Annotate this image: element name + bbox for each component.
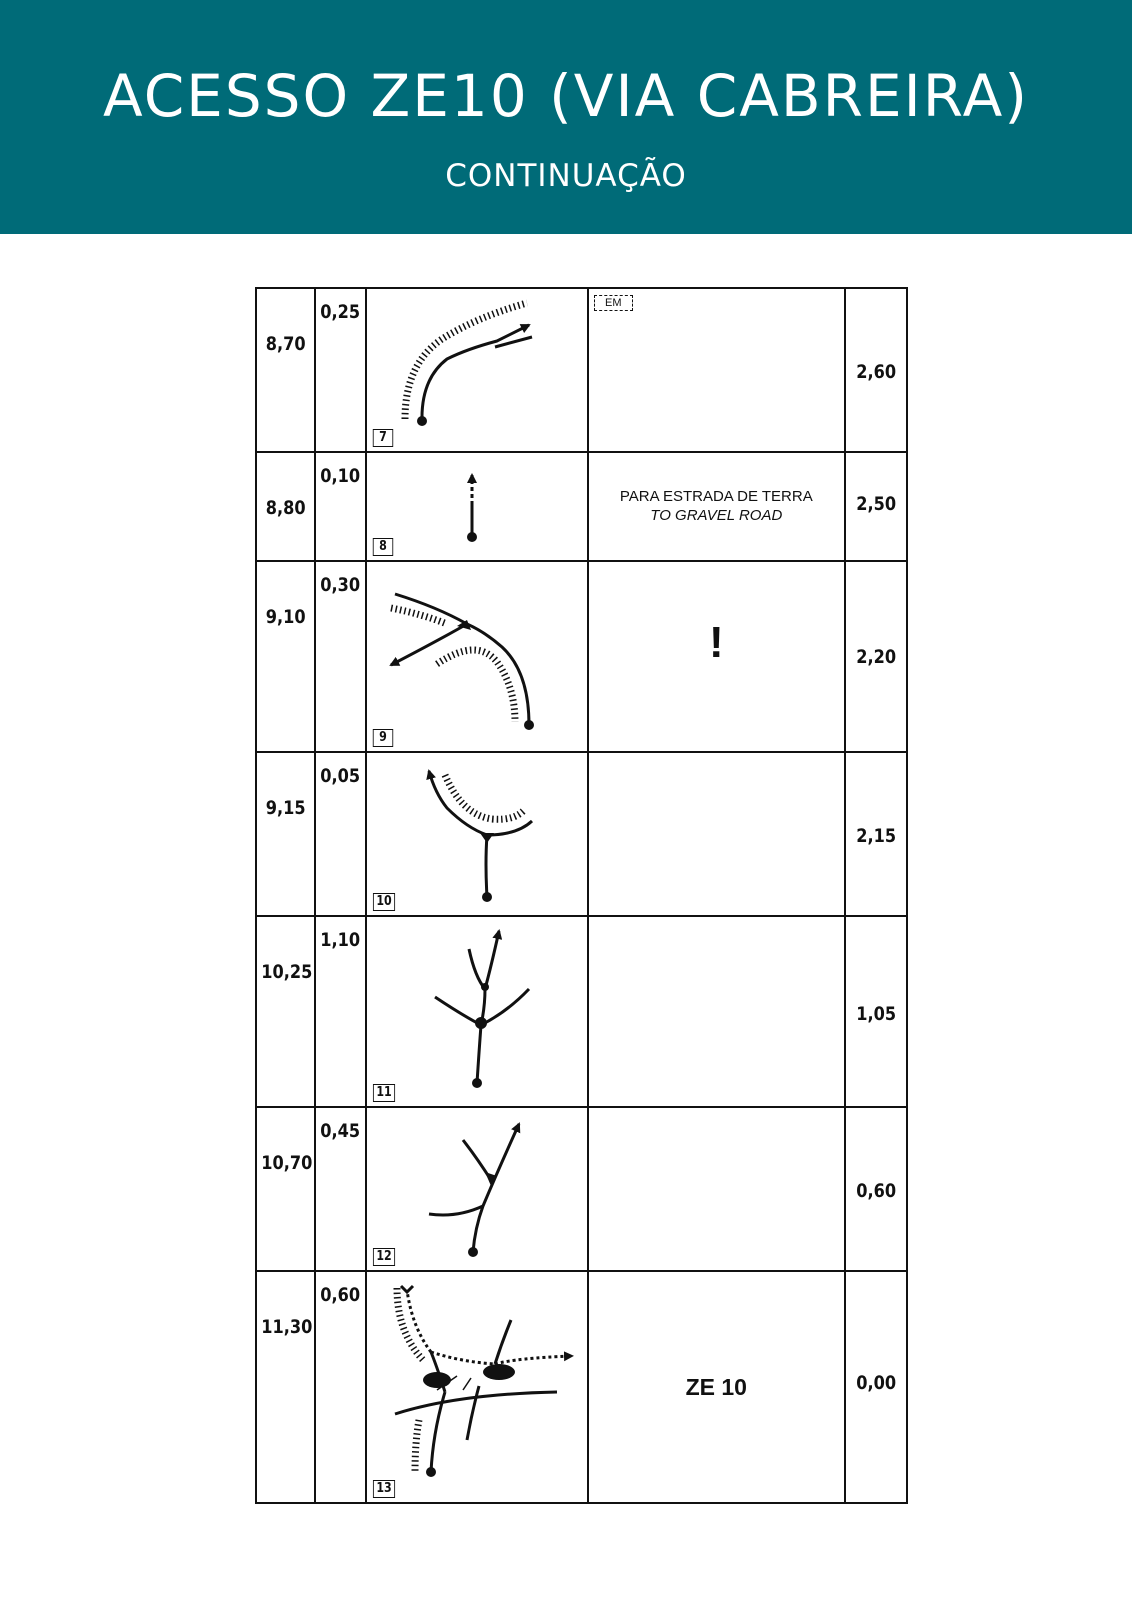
remaining-cell: 2,50 — [845, 452, 907, 561]
roadbook-table — [255, 287, 908, 1504]
partial-cell: 0,30 — [315, 561, 365, 752]
info-cell — [588, 1107, 845, 1271]
table-row — [256, 1107, 907, 1271]
table-row — [256, 288, 907, 452]
tulip-diagram-curve-right-icon — [367, 289, 588, 453]
remaining-cell: 2,20 — [845, 561, 907, 752]
diagram-cell — [366, 916, 588, 1107]
diagram-cell — [366, 752, 588, 916]
remaining-cell: 2,60 — [845, 288, 907, 452]
tulip-diagram-fork-left-icon — [367, 562, 588, 753]
diagram-cell — [366, 1107, 588, 1271]
partial-cell: 0,25 — [315, 288, 365, 452]
tulip-diagram-complex-junction-icon — [367, 1272, 588, 1504]
info-cell — [588, 752, 845, 916]
remaining-cell: 0,60 — [845, 1107, 907, 1271]
info-text-pt: PARA ESTRADA DE TERRA — [619, 488, 813, 505]
step-number: 13 — [373, 1480, 395, 1498]
partial-cell: 0,10 — [315, 452, 365, 561]
km-cell: 8,80 — [256, 452, 315, 561]
tulip-diagram-fork-left-curve-icon — [367, 753, 588, 917]
remaining-cell: 1,05 — [845, 916, 907, 1107]
km-cell: 9,15 — [256, 752, 315, 916]
partial-cell: 0,05 — [315, 752, 365, 916]
header-banner — [0, 0, 1132, 234]
caution-symbol: ! — [708, 618, 724, 667]
partial-cell: 1,10 — [315, 916, 365, 1107]
info-cell — [588, 288, 845, 452]
diagram-cell — [366, 1271, 588, 1503]
table-row — [256, 561, 907, 752]
info-cell — [588, 452, 845, 561]
step-number: 10 — [373, 893, 395, 911]
destination-label: ZE 10 — [685, 1374, 747, 1400]
km-cell: 9,10 — [256, 561, 315, 752]
page-title: ACESSO ZE10 (VIA CABREIRA) — [103, 62, 1029, 130]
diagram-cell — [366, 561, 588, 752]
table-row — [256, 1271, 907, 1503]
partial-cell: 0,60 — [315, 1271, 365, 1503]
table-row — [256, 916, 907, 1107]
remaining-cell: 0,00 — [845, 1271, 907, 1503]
km-cell: 8,70 — [256, 288, 315, 452]
partial-cell: 0,45 — [315, 1107, 365, 1271]
info-text-en: TO GRAVEL ROAD — [650, 507, 783, 524]
table-row — [256, 752, 907, 916]
tulip-diagram-fork-right-icon — [367, 1108, 588, 1272]
step-number: 7 — [372, 429, 392, 447]
km-cell: 10,70 — [256, 1107, 315, 1271]
em-label: EM — [594, 295, 633, 311]
diagram-cell — [366, 452, 588, 561]
info-cell — [588, 561, 845, 752]
step-number: 12 — [373, 1248, 395, 1266]
step-number: 8 — [372, 538, 392, 556]
tulip-diagram-straight-icon — [367, 453, 588, 562]
table-row — [256, 452, 907, 561]
tulip-diagram-crossroads-icon — [367, 917, 588, 1108]
km-cell: 10,25 — [256, 916, 315, 1107]
remaining-cell: 2,15 — [845, 752, 907, 916]
info-cell — [588, 916, 845, 1107]
step-number: 9 — [372, 729, 392, 747]
page-subtitle: CONTINUAÇÃO — [445, 158, 687, 194]
diagram-cell — [366, 288, 588, 452]
km-cell: 11,30 — [256, 1271, 315, 1503]
info-cell — [588, 1271, 845, 1503]
step-number: 11 — [373, 1084, 395, 1102]
